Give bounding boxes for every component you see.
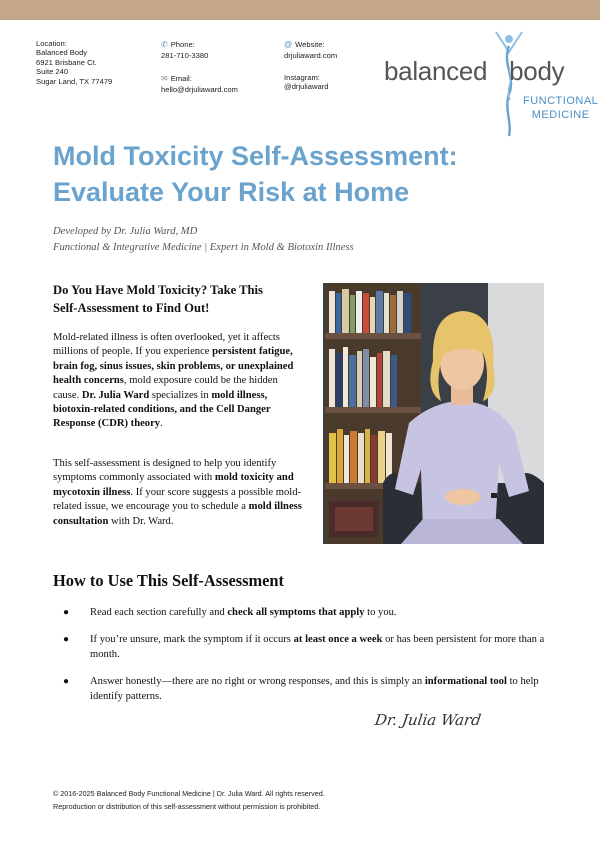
text: Read each section carefully and (90, 607, 228, 618)
text: to help identify patterns. (90, 676, 539, 702)
emphasis: informational tool (424, 676, 507, 687)
how-to-heading: How to Use This Self-Assessment (53, 571, 284, 590)
phone-icon: ✆ (161, 40, 168, 49)
byline-credentials: Functional & Integrative Medicine | Expert in Mold & Biotoxin Illness (53, 242, 354, 253)
instagram-value[interactable]: @drjuliaward (284, 82, 329, 92)
location-line: Balanced Body (36, 48, 88, 58)
text: . If your score suggests a possible mold-related issue, we encourage you to schedule a (53, 486, 302, 513)
brand-logo (380, 30, 599, 140)
location-line: Sugar Land, TX 77479 (36, 76, 113, 86)
signature: Dr. Julia Ward (373, 711, 483, 729)
intro-heading-line1: Do You Have Mold Toxicity? Take This (53, 283, 263, 297)
copyright-line: © 2016-2025 Balanced Body Functional Medicine | Dr. Julia Ward. All rights reserved. (53, 789, 325, 798)
doctor-photo (323, 283, 544, 544)
logo-subtitle (523, 94, 598, 122)
location-label: Location: (36, 39, 67, 48)
logo-sub1: FUNCTIONAL (523, 95, 599, 107)
logo-word1: balanced (384, 56, 488, 86)
emphasis: persistent fatigue, brain fog, sinus issues, skin problems, or unexplained health concerns (53, 346, 294, 387)
byline (53, 224, 354, 256)
phone-block (161, 40, 208, 61)
how-to-bullet-1 (90, 606, 550, 621)
instagram-block (284, 73, 328, 92)
location-line: Suite 240 (36, 67, 69, 77)
text: . (160, 418, 163, 430)
phone-value[interactable]: 281-710-3380 (161, 51, 209, 61)
emphasis: mold illness, biotoxin-related conditions, and the Cell Danger Response (CDR) theory (53, 389, 271, 430)
intro-paragraph-1 (53, 331, 303, 432)
location-line: 6921 Brisbane Ct. (36, 57, 97, 67)
website-label: Website: (295, 40, 325, 49)
reproduction-notice: Reproduction or distribution of this self-assessment without permission is prohibited. (53, 802, 321, 811)
email-block (161, 74, 238, 95)
how-to-bullet-2 (90, 633, 550, 662)
email-label: Email: (170, 74, 192, 83)
website-block (284, 40, 337, 61)
mail-icon: ✉ (161, 74, 168, 83)
emphasis: mold illness consultation (53, 501, 302, 527)
email-value[interactable]: hello@drjuliaward.com (161, 85, 238, 95)
text: , mold exposure could be the hidden cause. (53, 375, 278, 401)
how-to-bullet-3 (90, 675, 550, 704)
title-line2: Evaluate Your Risk at Home (53, 177, 410, 207)
title-line1: Mold Toxicity Self-Assessment: (53, 141, 458, 171)
bullet-icon: ● (63, 607, 70, 618)
emphasis: at least once a week (293, 634, 383, 645)
text: If you’re unsure, mark the symptom if it occurs (90, 634, 294, 645)
logo-word2: body (509, 56, 565, 86)
text: This self-assessment is designed to help you identify symptoms commonly associated with (53, 458, 277, 484)
text: Answer honestly—there are no right or wrong responses, and this is simply an (90, 676, 425, 687)
bullet-icon: ● (63, 634, 70, 645)
globe-icon: @ (284, 40, 293, 49)
phone-label: Phone: (170, 40, 195, 49)
text: with Dr. Ward. (108, 515, 174, 527)
top-accent-bar (0, 0, 600, 20)
emphasis: mold toxicity and mycotoxin illness (53, 472, 294, 498)
instagram-label: Instagram: (284, 73, 320, 82)
page-title (53, 138, 573, 210)
text: or has been persistent for more than a month. (90, 634, 545, 660)
logo-sub2: MEDICINE (531, 109, 590, 121)
text: Mold-related illness is often overlooked, yet it affects millions of people. If you experience (53, 332, 280, 358)
emphasis: Dr. Julia Ward (81, 389, 150, 401)
bullet-icon: ● (63, 676, 70, 687)
emphasis: check all symptoms that apply (227, 607, 365, 618)
location-block (36, 39, 112, 86)
intro-heading (53, 281, 313, 317)
text: to you. (364, 607, 397, 618)
byline-author: Developed by Dr. Julia Ward, MD (53, 226, 198, 237)
intro-paragraph-2 (53, 457, 303, 529)
website-value[interactable]: drjuliaward.com (284, 51, 338, 61)
logo-wordmark (384, 56, 564, 87)
intro-heading-line2: Self-Assessment to Find Out! (53, 301, 210, 315)
text: specializes in (149, 389, 212, 401)
